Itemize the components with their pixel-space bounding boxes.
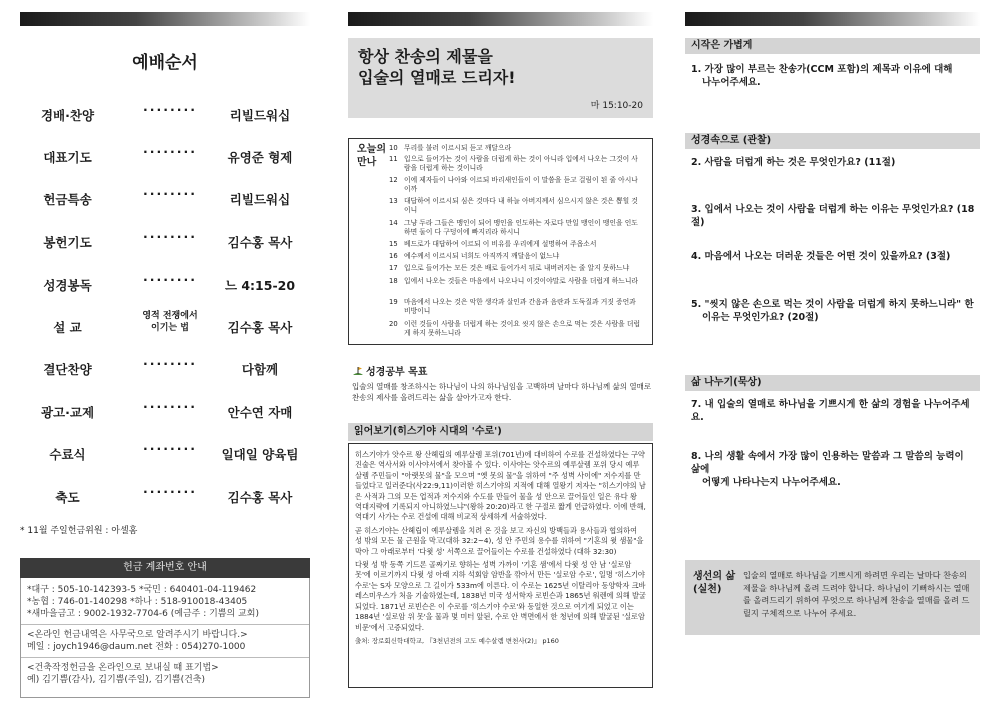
order-row (20, 352, 310, 382)
verse-text: 마음에서 나오는 것은 악한 생각과 살인과 간음과 음란과 도둑질과 거짓 증언과 비방이니 (404, 298, 636, 315)
verse-number: 17 (389, 264, 398, 272)
verse (389, 176, 644, 193)
label-line: 생선의 삶 (693, 571, 736, 582)
verse-text: 그냥 두라 그들은 맹인이 되어 맹인을 인도하는 자로다 만일 맹인이 맹인을 인도하면 둘이 다 구덩이에 빠지리라 하시니 (404, 219, 638, 236)
sermon-main-title (358, 46, 516, 88)
practice-label (693, 570, 735, 596)
reading-title: 읽어보기(히스기야 시대의 '수로') (348, 423, 653, 441)
order-label: 결단찬양 (43, 362, 92, 377)
verse-number: 20 (389, 320, 398, 328)
order-dots: ········ (143, 102, 197, 117)
account-header: 헌금 계좌번호 안내 (20, 558, 310, 578)
account-line: *농협 : 746-01-140298 *하나 : 518-910018-43405 (27, 597, 248, 607)
study-goal-label: 성경공부 목표 (366, 367, 428, 378)
section-observation: 성경속으로 (관찰) (685, 133, 980, 149)
order-label: 축도 (55, 490, 80, 505)
order-leader: 일대일 양육팀 (221, 447, 299, 462)
order-leader: 리빌드워십 (229, 108, 291, 123)
building-example: 예) 김기쁨(감사), 김기쁨(주일), 김기쁨(건축) (27, 675, 205, 685)
section-start-light: 시작은 가볍게 (685, 38, 980, 54)
question-8 (691, 450, 976, 489)
practice-text: 입술의 열매로 하나님을 기쁘시게 하려면 우리는 날마다 찬송의 제물을 하나님께 올려 드려야 합니다. 하나님이 기뻐하시는 열매를 올려드리기 위하여 무엇으로 하나님께 찬송을 열매를 올려 드릴지 구체적으로 나누어 주세요. (743, 570, 970, 618)
order-label: 성경봉독 (43, 278, 92, 293)
question-4: 4. 마음에서 나오는 더러운 것들은 어떤 것이 있을까요? (3절) (691, 251, 951, 262)
order-dots: ········ (143, 272, 197, 287)
verse-number: 14 (389, 219, 398, 227)
question-3: 3. 입에서 나오는 것이 사람을 더럽게 하는 이유는 무엇인가요? (18절) (691, 204, 975, 228)
sermon-header (348, 38, 653, 118)
order-row (20, 225, 310, 255)
order-row (20, 395, 310, 425)
order-leader: 김수홍 목사 (227, 490, 293, 505)
question-line: 8. 나의 생활 속에서 가장 많이 인용하는 말씀과 그 말씀의 능력이 삶에 (691, 451, 964, 475)
order-leader: 느 4:15-20 (224, 278, 296, 293)
verse-number: 19 (389, 298, 398, 306)
reading-source: 출처: 장로회신학대학교, 『3천년전의 고도 예수살렘 변천사(2)』 p160 (355, 636, 559, 645)
order-label: 수료식 (49, 447, 86, 462)
title-line: 입술의 열매로 드리자! (358, 68, 516, 87)
reading-paragraph: 곧 히스기야는 산헤립이 예루살렘을 치려 온 것을 보고 자신의 방백들과 용사들과 협의하여 성 밖의 모든 물 근원을 막고(대하 32:2~4), 성 안 주민의 용수를 위하여 "기혼의 윗 샘물"을 막아 그 아래로부터 '다윗 성' 서쪽으로 끌어들이는 수로를 건설하였다 (대하 32:30) (355, 525, 644, 556)
order-label: 광고·교제 (40, 405, 95, 420)
order-row (20, 437, 310, 467)
question-1 (691, 63, 976, 89)
study-goal-text: 입술의 열매를 창조하시는 하나님이 나의 하나님임을 고백하며 날마다 하나님께 삶의 열매로 찬송의 제사를 올려드리는 삶을 살아가고자 한다. (352, 382, 652, 402)
order-label: 경배·찬양 (40, 108, 95, 123)
verse-text: 이에 제자들이 나아와 이르되 바리새인들이 이 말씀을 듣고 걸림이 된 줄 아시나이까 (404, 176, 638, 193)
account-line: *새마을금고 : 9002-1932-7704-6 (예금주 : 기쁨의 교회) (27, 609, 259, 619)
label-line: (실천) (693, 584, 722, 595)
order-label: 봉헌기도 (43, 235, 92, 250)
online-note: <온라인 헌금내역은 사무국으로 알려주시기 바랍니다.> (27, 630, 248, 640)
verse-number: 10 (389, 144, 398, 152)
header-bar-middle (348, 12, 653, 26)
verse (389, 320, 644, 337)
verse (389, 197, 644, 214)
verse-number: 15 (389, 240, 398, 248)
order-leader: 김수홍 목사 (227, 235, 293, 250)
order-label: 대표기도 (43, 150, 92, 165)
order-label: 헌금특송 (43, 192, 92, 207)
order-dots: ········ (143, 229, 197, 244)
verse-text: 대답하여 이르시되 심은 것마다 내 하늘 아버지께서 심으시지 않은 것은 뽑힐 것이니 (404, 197, 638, 214)
verse-text: 이런 것들이 사람을 더럽게 하는 것이요 씻지 않은 손으로 먹는 것은 사람을 더럽게 하지 못하느니라 (404, 320, 641, 337)
verse (389, 240, 644, 249)
order-leader: 안수연 자매 (227, 405, 293, 420)
order-row (20, 310, 310, 340)
verse-number: 16 (389, 252, 398, 260)
question-line: 5. "씻지 않은 손으로 먹는 것이 사람을 더럽게 하지 못하느니라" 한 (691, 299, 974, 310)
question-line: 이유는 무엇인가요? (20절) (702, 312, 819, 323)
study-goal-title (352, 363, 427, 380)
verse-text: 베드로가 대답하여 이르되 이 비유를 우리에게 설명하여 주옵소서 (404, 240, 597, 248)
question-line: 나누어주세요. (702, 77, 761, 88)
label-line: 만나 (357, 157, 377, 168)
offering-committee-note: * 11월 주일헌금위원 : 아셀홈 (20, 526, 138, 536)
sermon-title (130, 310, 210, 334)
header-bar-right (685, 12, 980, 26)
building-offering-info (21, 658, 309, 690)
order-dots: ········ (143, 356, 197, 371)
verse (389, 264, 644, 273)
verse (389, 219, 644, 236)
todays-manna-box (348, 138, 653, 345)
label-line: 오늘의 (357, 144, 386, 155)
question-7: 7. 내 입술의 열매로 하나님을 기쁘시게 한 삶의 경험을 나누어주세요. (691, 399, 970, 423)
practice-box (685, 560, 980, 635)
question-2: 2. 사람을 더럽게 하는 것은 무엇인가요? (11절) (691, 157, 896, 168)
reading-paragraph: 다윗 성 밖 동쪽 기드론 골짜기로 향하는 성벽 가까이 '기혼 샘'에서 다윗 성 안 남 '실로암 못'에 이르기까지 다윗 성 아래 지하 석회암 암반을 깎아서 만든 '실로암 수로', 일명 '히스기야 수로'는 S자 모양으로 그 길이가 533m에 이른다. 이 수로는 1625년 이탈리아 동양학자 크바레스미우스가 처음 기술하였는데, 1838년 미국 성서학자 로빈슨과 1865년 워렌에 의해 발굴되었다. 1871년 로빈슨은 이 수로를 '히스기야 수로'와 동일한 것으로 여기게 되었고 이는 1884년 '실로암 위 못'을 물과 몇 미터 앞된, 수로 안 벽면에서 한 청년에 의해 발굴된 '실로암 비문'에서 고증되었다. (355, 560, 646, 632)
verse-text: 무리를 불러 이르시되 듣고 깨달으라 (404, 144, 512, 152)
scripture-reference: 마 15:10-20 (590, 101, 643, 111)
verse (389, 298, 644, 315)
account-box (20, 578, 310, 698)
todays-manna-label (357, 143, 386, 169)
verse-number: 13 (389, 197, 398, 205)
verse (389, 277, 644, 286)
goal-icon (352, 365, 364, 380)
sermon-title-line: 영적 전쟁에서 (142, 311, 198, 321)
header-bar-left (20, 12, 310, 26)
order-leader: 유영준 형제 (227, 150, 293, 165)
question-line: 1. 가장 많이 부르는 찬송가(CCM 포함)의 제목과 이유에 대해 (691, 64, 953, 75)
order-dots: ········ (143, 186, 197, 201)
verse-number: 11 (389, 155, 398, 163)
reading-box (348, 443, 653, 688)
question-line: 어떻게 나타나는지 나누어주세요. (702, 477, 841, 488)
order-dots: ········ (143, 399, 197, 414)
order-dots: ········ (143, 441, 197, 456)
section-sharing: 삶 나누기(묵상) (685, 375, 980, 391)
order-row (20, 98, 310, 128)
bank-accounts (21, 578, 309, 625)
reading-paragraph: 히스기야가 앗수르 왕 산헤립의 예루살렘 포위(701년)에 대비하여 수로를 건설하였다는 구약진술은 역사서와 이사야서에서 찾아볼 수 있다. 이사야는 앗수르의 예루살렘 포위 당시 예루살렘 주민들이 "아랫못의 물"을 모으며 "옛 못의 물"을 위하여 "주 성벽 사이에" 저수지를 만들었다고 일러준다(사22:9,11)이러한 히스기야의 지적에 대해 열왕기 저자는 "히스기야의 남은 사적과 그의 모든 업적과 저수지와 수도를 만들어 물을 성 안으로 끌어들인 일은 유다 왕 역대지략에 기록되지 아니하였느냐"(왕하 20:20)라고 한 구절로 짧게 언급하였다. 이에 반해, 역대기 사가는 수로 건설에 대해 비교적 상세하게 서술하였다. (355, 450, 646, 522)
order-row (20, 480, 310, 510)
order-row (20, 268, 310, 298)
order-leader: 리빌드워십 (229, 192, 291, 207)
order-label: 설 교 (53, 320, 82, 335)
online-offering-info (21, 625, 309, 658)
verse-text: 입으로 들어가는 것이 사람을 더럽게 하는 것이 아니라 입에서 나오는 그것이 사람을 더럽게 하는 것이니라 (404, 155, 638, 172)
order-row (20, 182, 310, 212)
order-leader: 다함께 (241, 362, 279, 377)
verse-text: 예수께서 이르시되 너희도 아직까지 깨달음이 없느냐 (404, 252, 560, 260)
order-dots: ········ (143, 144, 197, 159)
building-note: <건축작정헌금을 온라인으로 보내실 때 표기법> (27, 663, 219, 673)
order-dots: ········ (143, 484, 197, 499)
order-leader: 김수홍 목사 (227, 320, 293, 335)
order-row (20, 140, 310, 170)
contact-line: 메일 : joych1946@daum.net 전화 : 054)270-1000 (27, 642, 246, 652)
verse (389, 252, 644, 261)
title-line: 항상 찬송의 제물을 (358, 47, 493, 66)
verse-text: 입에서 나오는 것들은 마음에서 나오나니 이것이야말로 사람을 더럽게 하느니라 (404, 277, 638, 285)
verse (389, 155, 644, 172)
verse (389, 144, 644, 153)
verse-text: 입으로 들어가는 모든 것은 배로 들어가서 뒤로 내버려지는 줄 알지 못하느냐 (404, 264, 630, 272)
verse-number: 18 (389, 277, 398, 285)
worship-order-title: 예배순서 (132, 53, 198, 73)
question-5 (691, 298, 976, 324)
account-line: *대구 : 505-10-142393-5 *국민 : 640401-04-119462 (27, 585, 257, 595)
verse-number: 12 (389, 176, 398, 184)
sermon-title-line: 이기는 법 (151, 323, 189, 333)
